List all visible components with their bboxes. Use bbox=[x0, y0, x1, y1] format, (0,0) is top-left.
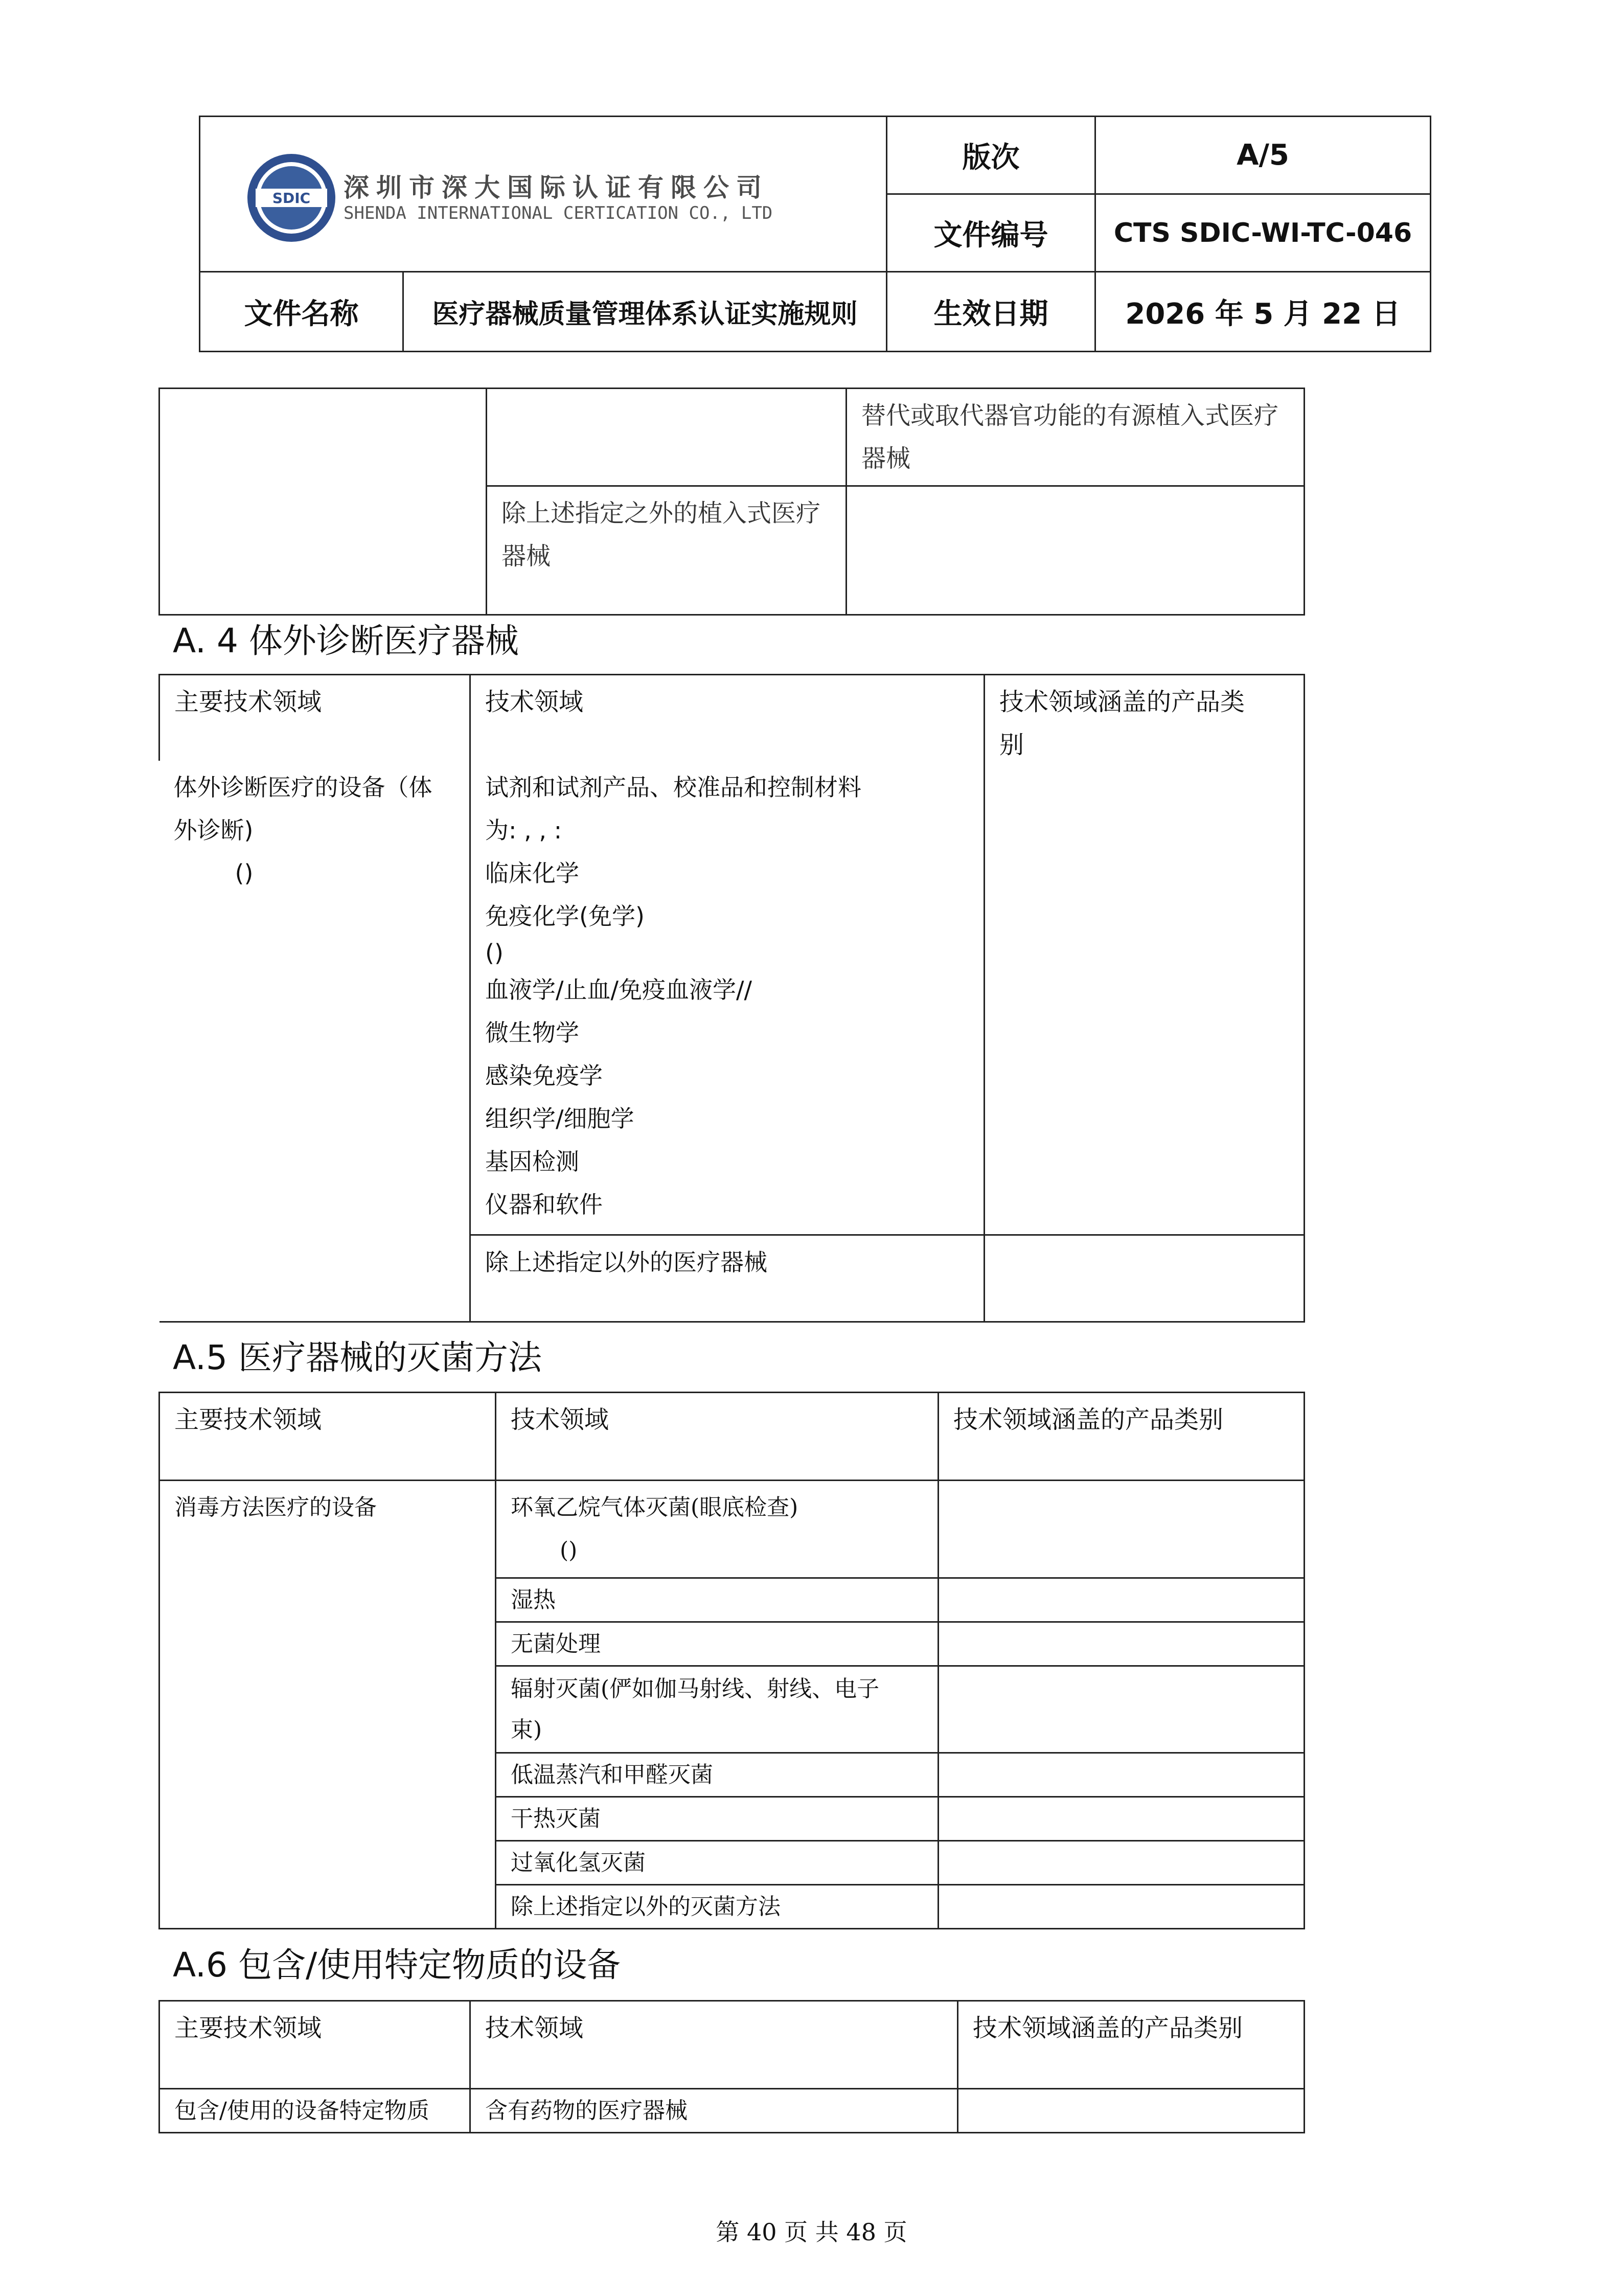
list-item: 临床化学 bbox=[485, 859, 579, 887]
ivd-table bbox=[158, 674, 1305, 1323]
col-header-main-area: 主要技术领域 bbox=[159, 2001, 470, 2089]
col-header-tech-area: 技术领域 bbox=[470, 675, 985, 761]
table-cell bbox=[939, 1797, 1305, 1841]
list-item: 为: , , : bbox=[485, 816, 562, 844]
table-cell bbox=[487, 486, 847, 615]
ivd-items bbox=[470, 761, 985, 1235]
section-heading-a5: A.5 医疗器械的灭菌方法 bbox=[173, 1338, 542, 1377]
version-value: A/5 bbox=[1095, 117, 1431, 194]
effective-date-label: 生效日期 bbox=[887, 272, 1095, 352]
doc-number-label: 文件编号 bbox=[887, 194, 1095, 272]
list-item: 免疫化学(免学) bbox=[485, 902, 645, 930]
sterilization-method: 环氧乙烷气体灭菌(眼底检查) () bbox=[496, 1481, 939, 1578]
substance-main-area: 包含/使用的设备特定物质 bbox=[159, 2089, 470, 2133]
sterilization-method: 湿热 bbox=[496, 1578, 939, 1622]
company-logo-icon bbox=[245, 152, 337, 244]
col-header-tech-area: 技术领域 bbox=[496, 1393, 939, 1481]
section-heading-a4: A. 4 体外诊断医疗器械 bbox=[173, 621, 519, 661]
sterilization-method: 低温蒸汽和甲醛灭菌 bbox=[496, 1753, 939, 1797]
list-item: 微生物学 bbox=[485, 1018, 579, 1047]
col-header-main-area: 主要技术领域 bbox=[159, 675, 470, 761]
ivd-other: 除上述指定以外的医疗器械 bbox=[470, 1235, 985, 1322]
table-cell bbox=[985, 1235, 1305, 1322]
active-implant-text: 器械 bbox=[861, 444, 911, 473]
company-name-en: SHENDA INTERNATIONAL CERTICATION CO., LTD bbox=[344, 203, 773, 223]
version-label: 版次 bbox=[887, 117, 1095, 194]
doc-number-value: CTS SDIC-WI-TC-046 bbox=[1095, 194, 1431, 272]
ivd-main-area: 体外诊断医疗的设备（体 外诊断) () bbox=[159, 761, 470, 1235]
specific-substance-table bbox=[158, 2000, 1305, 2133]
col-header-product-category: 技术领域涵盖的产品类别 bbox=[939, 1393, 1305, 1481]
table-cell bbox=[159, 389, 487, 615]
top-continuation-table bbox=[158, 388, 1305, 616]
doc-name-value: 医疗器械质量管理体系认证实施规则 bbox=[403, 272, 887, 352]
other-implant-text: 除上述指定之外的植入式医疗 bbox=[501, 499, 821, 528]
list-item: 感染免疫学 bbox=[485, 1061, 603, 1089]
logo-text: SDIC bbox=[272, 190, 311, 207]
sterilization-method: 无菌处理 bbox=[496, 1622, 939, 1666]
section-heading-a6: A.6 包含/使用特定物质的设备 bbox=[173, 1945, 621, 1985]
list-item: 仪器和软件 bbox=[485, 1190, 603, 1218]
table-cell bbox=[847, 389, 1305, 486]
company-name-cn: 深圳市深大国际认证有限公司 bbox=[344, 173, 769, 202]
list-item: 试剂和试剂产品、校准品和控制材料 bbox=[485, 773, 861, 801]
other-implant-text: 器械 bbox=[501, 542, 551, 571]
sterilization-method: 过氧化氢灭菌 bbox=[496, 1841, 939, 1885]
table-cell bbox=[939, 1666, 1305, 1753]
list-item: () bbox=[485, 939, 504, 967]
sterilization-method: 干热灭菌 bbox=[496, 1797, 939, 1841]
list-item: 组织学/细胞学 bbox=[485, 1104, 634, 1132]
table-cell bbox=[939, 1753, 1305, 1797]
col-header-main-area: 主要技术领域 bbox=[159, 1393, 496, 1481]
document-header bbox=[199, 116, 1431, 352]
page-number: 第 40 页 共 48 页 bbox=[716, 2218, 907, 2246]
table-cell bbox=[939, 1481, 1305, 1578]
col-header-tech-area: 技术领域 bbox=[470, 2001, 958, 2089]
table-cell bbox=[939, 1885, 1305, 1929]
doc-name-label: 文件名称 bbox=[200, 272, 403, 352]
company-logo-cell bbox=[200, 117, 887, 272]
table-cell bbox=[939, 1578, 1305, 1622]
sterilization-method: 辐射灭菌(俨如伽马射线、射线、电子 束) bbox=[496, 1666, 939, 1753]
effective-date-value: 2026 年 5 月 22 日 bbox=[1095, 272, 1431, 352]
sterilization-table bbox=[158, 1392, 1305, 1929]
col-header-product-category: 技术领域涵盖的产品类别 bbox=[958, 2001, 1305, 2089]
list-item: 血液学/止血/免疫血液学// bbox=[485, 975, 752, 1004]
active-implant-text: 替代或取代器官功能的有源植入式医疗 bbox=[861, 401, 1279, 430]
table-cell bbox=[159, 1235, 470, 1322]
sterilization-method: 除上述指定以外的灭菌方法 bbox=[496, 1885, 939, 1929]
substance-item: 含有药物的医疗器械 bbox=[470, 2089, 958, 2133]
table-cell bbox=[847, 486, 1305, 615]
table-cell bbox=[939, 1622, 1305, 1666]
sterilization-main-area: 消毒方法医疗的设备 bbox=[159, 1481, 496, 1929]
table-cell bbox=[958, 2089, 1305, 2133]
table-cell bbox=[939, 1841, 1305, 1885]
col-header-product-category: 技术领域涵盖的产品类 别 bbox=[985, 675, 1305, 1235]
table-cell bbox=[487, 389, 847, 486]
list-item: 基因检测 bbox=[485, 1147, 579, 1175]
